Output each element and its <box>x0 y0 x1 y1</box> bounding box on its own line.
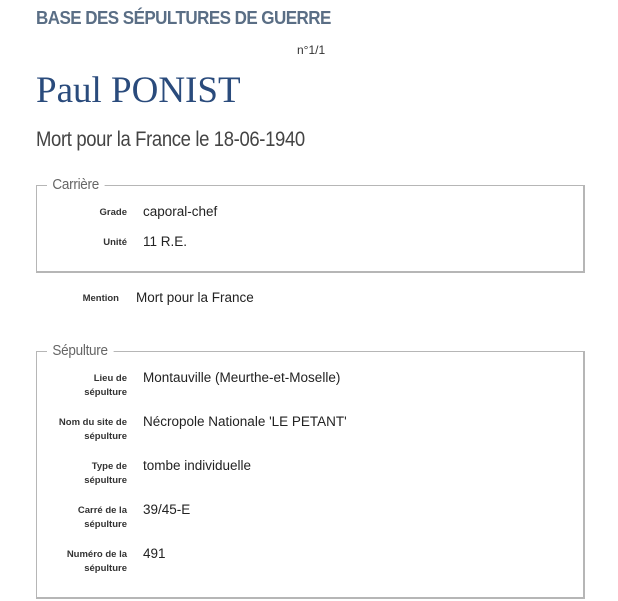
lieu-label-line1: Lieu de <box>93 373 127 384</box>
numero-label <box>37 548 127 576</box>
sepulture-section <box>36 342 585 599</box>
grade-label: Grade <box>99 207 127 218</box>
grade-value: caporal-chef <box>143 204 218 219</box>
unite-label: Unité <box>103 237 127 248</box>
site-label-line1: Nom du site de <box>58 417 127 428</box>
carre-label-line1: Carré de la <box>77 505 127 516</box>
sepulture-legend: Sépulture <box>47 342 113 359</box>
type-label-line2: sépulture <box>84 475 127 486</box>
numero-label-line1: Numéro de la <box>66 549 127 560</box>
unite-value: 11 R.E. <box>143 234 188 249</box>
death-statement: Mort pour la France le 18-06-1940 <box>36 128 305 151</box>
record-counter: n°1/1 <box>297 43 326 57</box>
lieu-label <box>37 372 127 400</box>
site-title: BASE DES SÉPULTURES DE GUERRE <box>36 7 331 28</box>
lieu-value: Montauville (Meurthe-et-Moselle) <box>143 370 341 385</box>
carre-label <box>37 504 127 532</box>
site-label <box>37 416 127 444</box>
type-value: tombe individuelle <box>143 458 252 473</box>
carriere-legend: Carrière <box>47 176 104 193</box>
numero-label-line2: sépulture <box>84 563 127 574</box>
carriere-section <box>36 176 585 273</box>
person-name: Paul PONIST <box>36 70 241 111</box>
type-label-line1: Type de <box>91 461 127 472</box>
type-label <box>37 460 127 488</box>
lieu-label-line2: sépulture <box>84 387 127 398</box>
carre-label-line2: sépulture <box>84 519 127 530</box>
numero-value: 491 <box>143 546 166 561</box>
site-label-line2: sépulture <box>84 431 127 442</box>
mention-value: Mort pour la France <box>136 290 254 305</box>
mention-label: Mention <box>82 293 119 304</box>
carre-value: 39/45-E <box>143 502 191 517</box>
site-value: Nécropole Nationale 'LE PETANT' <box>143 414 347 429</box>
